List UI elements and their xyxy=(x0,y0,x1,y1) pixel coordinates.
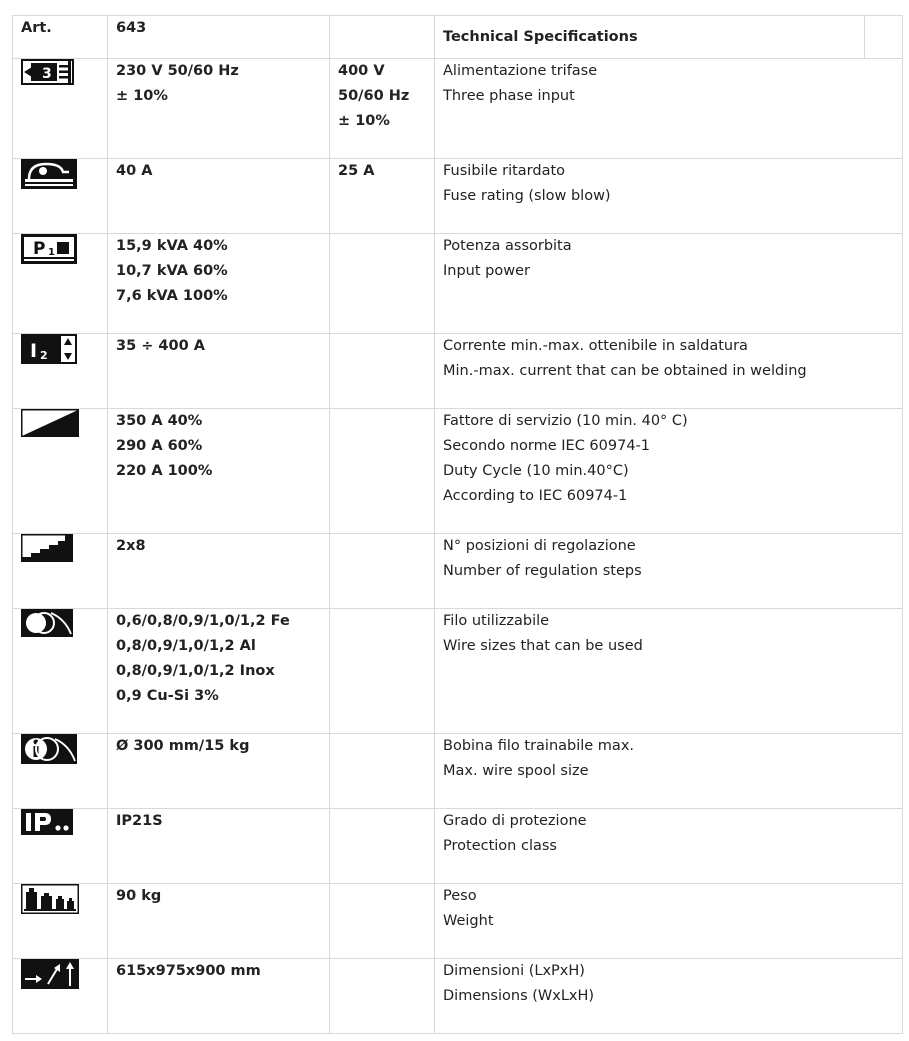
three-phase-input-icon xyxy=(21,59,99,85)
description-line: Secondo norme IEC 60974-1 xyxy=(443,438,651,454)
description-line: Number of regulation steps xyxy=(443,563,642,579)
description-cell xyxy=(435,234,903,334)
dimensions-icon xyxy=(21,959,99,989)
description-line: Max. wire spool size xyxy=(443,763,589,779)
description-line: Fattore di servizio (10 min. 40° C) xyxy=(443,413,688,429)
header-empty-cell xyxy=(330,16,435,59)
icon-cell xyxy=(13,409,108,534)
wire-icon xyxy=(21,609,99,637)
value-cell xyxy=(108,334,330,409)
description-line: Corrente min.-max. ottenibile in saldatura xyxy=(443,338,748,354)
value-line: IP21S xyxy=(116,813,163,829)
description-line: Grado di protezione xyxy=(443,813,587,829)
value-cell-2 xyxy=(330,809,435,884)
icon-cell xyxy=(13,884,108,959)
description-line: Bobina filo trainabile max. xyxy=(443,738,635,754)
description-line: Dimensioni (LxPxH) xyxy=(443,963,585,979)
value-line: 350 A 40% xyxy=(116,413,203,429)
description-line: N° posizioni di regolazione xyxy=(443,538,636,554)
art-value: 643 xyxy=(108,16,330,59)
spec-row xyxy=(13,609,903,734)
spec-row xyxy=(13,334,903,409)
svg-text:2: 2 xyxy=(40,349,48,362)
value-line: ± 10% xyxy=(116,88,168,104)
description-line: Min.-max. current that can be obtained in welding xyxy=(443,363,807,379)
description-line: Fuse rating (slow blow) xyxy=(443,188,611,204)
spec-row xyxy=(13,59,903,159)
value-line: 15,9 kVA 40% xyxy=(116,238,228,254)
description-cell xyxy=(435,334,903,409)
icon-cell xyxy=(13,609,108,734)
regulation-steps-icon xyxy=(21,534,99,562)
value-cell-2 xyxy=(330,609,435,734)
wire-spool-icon xyxy=(21,734,99,764)
value-cell xyxy=(108,409,330,534)
value-cell-2 xyxy=(330,884,435,959)
value-cell-2 xyxy=(330,409,435,534)
spec-row xyxy=(13,809,903,884)
value-line: 400 V xyxy=(338,63,385,79)
description-cell xyxy=(435,809,903,884)
value-line: 0,8/0,9/1,0/1,2 Al xyxy=(116,638,256,654)
duty-cycle-icon xyxy=(21,409,99,437)
value-line: 25 A xyxy=(338,163,375,179)
value-cell xyxy=(108,534,330,609)
value-cell-2 xyxy=(330,534,435,609)
value-cell-2 xyxy=(330,59,435,159)
art-label: Art. xyxy=(13,16,108,59)
description-line: Alimentazione trifase xyxy=(443,63,598,79)
description-line: Weight xyxy=(443,913,494,929)
svg-text:3: 3 xyxy=(42,66,52,82)
input-power-icon xyxy=(21,234,99,264)
value-line: 90 kg xyxy=(116,888,162,904)
value-line: 0,9 Cu-Si 3% xyxy=(116,688,219,704)
value-cell xyxy=(108,159,330,234)
icon-cell xyxy=(13,159,108,234)
value-line: 220 A 100% xyxy=(116,463,213,479)
description-cell xyxy=(435,534,903,609)
value-cell xyxy=(108,59,330,159)
value-line: 0,6/0,8/0,9/1,0/1,2 Fe xyxy=(116,613,290,629)
description-line: Duty Cycle (10 min.40°C) xyxy=(443,463,629,479)
weight-icon xyxy=(21,884,99,914)
header-row xyxy=(13,16,903,59)
svg-text:P: P xyxy=(33,239,46,259)
description-line: Fusibile ritardato xyxy=(443,163,566,179)
value-cell xyxy=(108,884,330,959)
description-line: Wire sizes that can be used xyxy=(443,638,643,654)
specifications-table xyxy=(12,15,903,1034)
spec-row xyxy=(13,409,903,534)
icon-cell xyxy=(13,809,108,884)
value-cell xyxy=(108,809,330,884)
icon-cell xyxy=(13,334,108,409)
tech-specs-header-cell xyxy=(435,16,903,59)
fuse-icon xyxy=(21,159,99,189)
description-line: Protection class xyxy=(443,838,557,854)
icon-cell xyxy=(13,534,108,609)
spec-row xyxy=(13,534,903,609)
value-cell xyxy=(108,734,330,809)
description-line: Filo utilizzabile xyxy=(443,613,550,629)
description-cell xyxy=(435,409,903,534)
value-line: 7,6 kVA 100% xyxy=(116,288,228,304)
description-cell xyxy=(435,609,903,734)
spec-row xyxy=(13,884,903,959)
value-line: 10,7 kVA 60% xyxy=(116,263,228,279)
header-extra-cell xyxy=(864,16,902,58)
tech-specs-label: Technical Specifications xyxy=(443,28,638,45)
spec-row xyxy=(13,159,903,234)
value-cell xyxy=(108,234,330,334)
description-line: Potenza assorbita xyxy=(443,238,572,254)
value-line: 35 ÷ 400 A xyxy=(116,338,205,354)
value-cell-2 xyxy=(330,159,435,234)
value-cell-2 xyxy=(330,734,435,809)
description-cell xyxy=(435,59,903,159)
value-line: 230 V 50/60 Hz xyxy=(116,63,239,79)
spec-row xyxy=(13,959,903,1034)
description-line: Input power xyxy=(443,263,530,279)
current-range-icon xyxy=(21,334,99,364)
value-line: 615x975x900 mm xyxy=(116,963,261,979)
svg-text:1: 1 xyxy=(48,247,55,258)
value-line: ± 10% xyxy=(338,113,390,129)
value-cell-2 xyxy=(330,959,435,1034)
value-line: Ø 300 mm/15 kg xyxy=(116,738,250,754)
icon-cell xyxy=(13,959,108,1034)
description-cell xyxy=(435,959,903,1034)
description-line: Three phase input xyxy=(443,88,575,104)
value-cell-2 xyxy=(330,234,435,334)
spec-row xyxy=(13,734,903,809)
description-line: According to IEC 60974-1 xyxy=(443,488,628,504)
value-cell-2 xyxy=(330,334,435,409)
icon-cell xyxy=(13,234,108,334)
description-cell xyxy=(435,884,903,959)
icon-cell xyxy=(13,59,108,159)
description-cell xyxy=(435,734,903,809)
icon-cell xyxy=(13,734,108,809)
protection-class-icon xyxy=(21,809,99,835)
value-cell xyxy=(108,959,330,1034)
value-line: 40 A xyxy=(116,163,153,179)
value-line: 0,8/0,9/1,0/1,2 Inox xyxy=(116,663,275,679)
value-cell xyxy=(108,609,330,734)
description-line: Peso xyxy=(443,888,477,904)
value-line: 50/60 Hz xyxy=(338,88,410,104)
description-cell xyxy=(435,159,903,234)
svg-text:I: I xyxy=(30,340,38,362)
spec-row xyxy=(13,234,903,334)
value-line: 2x8 xyxy=(116,538,146,554)
description-line: Dimensions (WxLxH) xyxy=(443,988,595,1004)
value-line: 290 A 60% xyxy=(116,438,203,454)
